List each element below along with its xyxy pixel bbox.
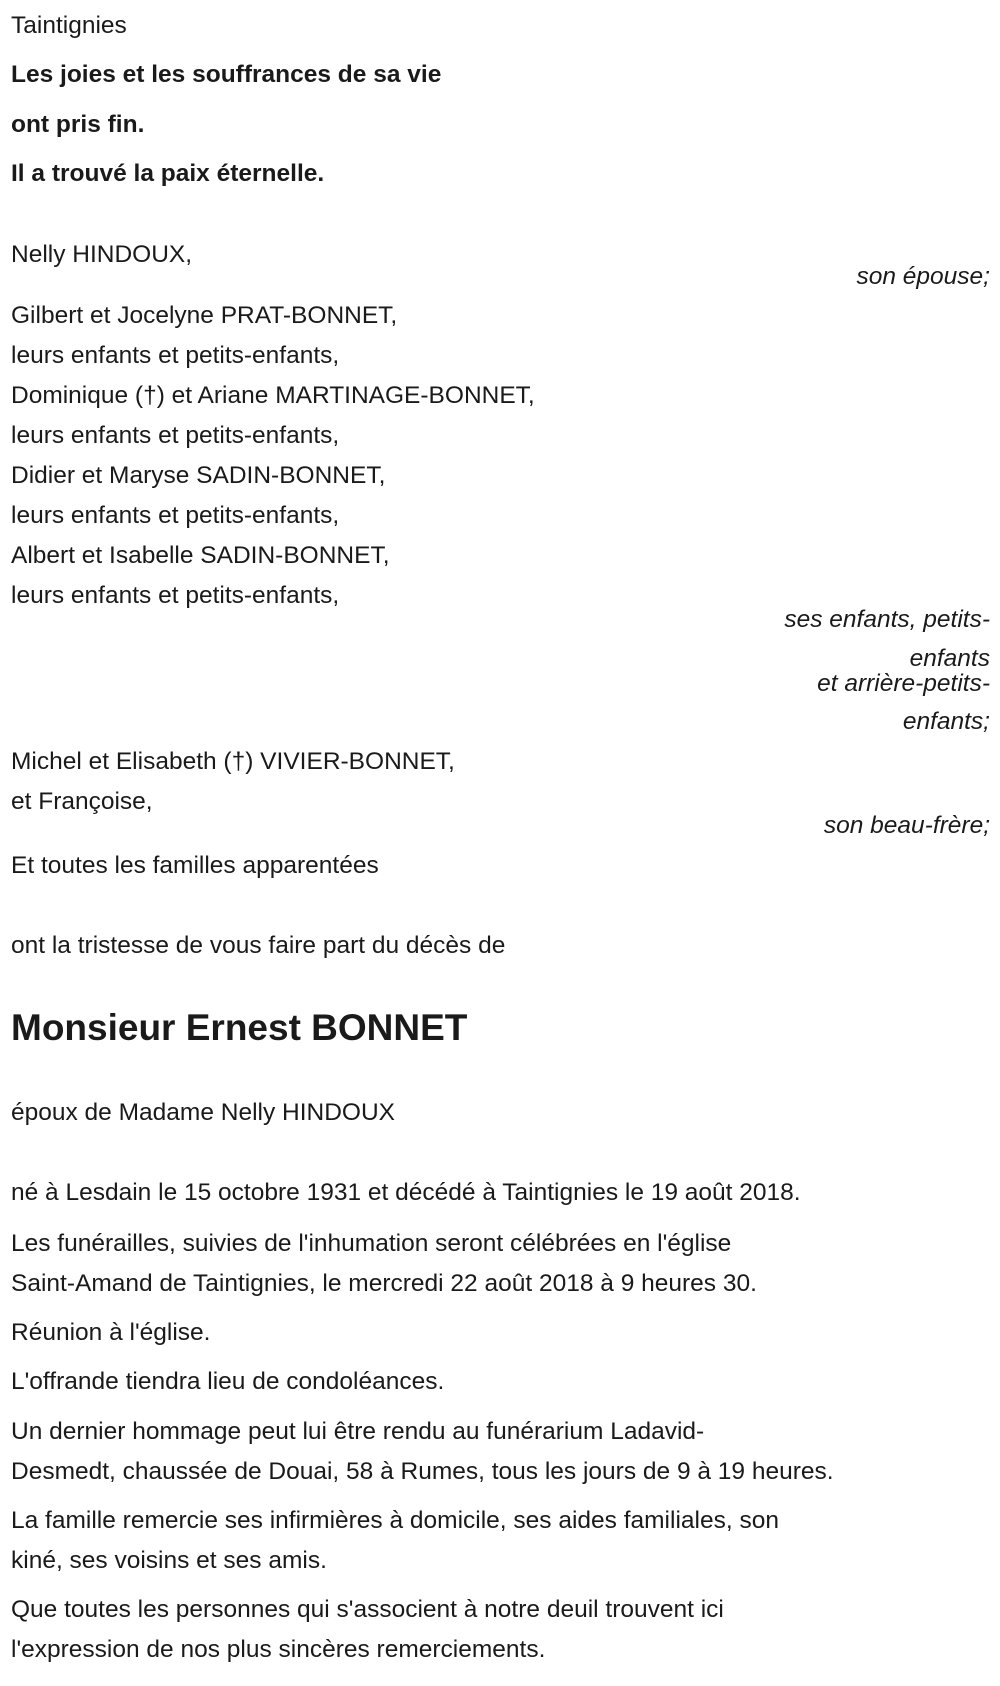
families: Et toutes les familles apparentées: [11, 852, 379, 879]
family-line: leurs enfants et petits-enfants,: [11, 342, 340, 369]
spouse-relation: son épouse;: [856, 263, 990, 290]
family-line: leurs enfants et petits-enfants,: [11, 582, 340, 609]
children-relation: enfants: [909, 645, 990, 672]
family-line: Didier et Maryse SADIN-BONNET,: [11, 462, 386, 489]
in-law-relation: son beau-frère;: [823, 812, 990, 839]
epigraph-line: Il a trouvé la paix éternelle.: [11, 160, 325, 187]
body-line: Saint-Amand de Taintignies, le mercredi 22 août 2018 à 9 heures 30.: [11, 1270, 757, 1297]
spouse-name: Nelly HINDOUX,: [11, 241, 193, 268]
deceased-name: Monsieur Ernest BONNET: [11, 1007, 468, 1048]
body-line: Que toutes les personnes qui s'associent à notre deuil trouvent ici: [11, 1596, 724, 1623]
family-line: Gilbert et Jocelyne PRAT-BONNET,: [11, 302, 398, 329]
body-line: Réunion à l'église.: [11, 1319, 211, 1346]
family-line: et Françoise,: [11, 788, 153, 815]
family-line: leurs enfants et petits-enfants,: [11, 502, 340, 529]
announcement: ont la tristesse de vous faire part du décès de: [11, 932, 506, 959]
family-line: leurs enfants et petits-enfants,: [11, 422, 340, 449]
body-line: La famille remercie ses infirmières à domicile, ses aides familiales, son: [11, 1507, 779, 1534]
body-line: Un dernier hommage peut lui être rendu au funérarium Ladavid-: [11, 1418, 705, 1445]
body-line: Les funérailles, suivies de l'inhumation seront célébrées en l'église: [11, 1230, 732, 1257]
spouse-of: époux de Madame Nelly HINDOUX: [11, 1099, 395, 1126]
children-relation: et arrière-petits-: [817, 670, 990, 697]
body-line: kiné, ses voisins et ses amis.: [11, 1547, 327, 1574]
children-relation: ses enfants, petits-: [784, 606, 990, 633]
epigraph-line: ont pris fin.: [11, 111, 145, 138]
body-line: Desmedt, chaussée de Douai, 58 à Rumes, tous les jours de 9 à 19 heures.: [11, 1458, 834, 1485]
family-line: Albert et Isabelle SADIN-BONNET,: [11, 542, 390, 569]
body-line: né à Lesdain le 15 octobre 1931 et décédé à Taintignies le 19 août 2018.: [11, 1179, 801, 1206]
body-line: l'expression de nos plus sincères remerciements.: [11, 1636, 546, 1663]
place: Taintignies: [11, 12, 127, 39]
children-relation: enfants;: [902, 708, 990, 735]
body-line: L'offrande tiendra lieu de condoléances.: [11, 1368, 445, 1395]
epigraph-line: Les joies et les souffrances de sa vie: [11, 61, 442, 88]
family-line: Michel et Elisabeth (†) VIVIER-BONNET,: [11, 748, 455, 775]
family-line: Dominique (†) et Ariane MARTINAGE-BONNET,: [11, 382, 535, 409]
